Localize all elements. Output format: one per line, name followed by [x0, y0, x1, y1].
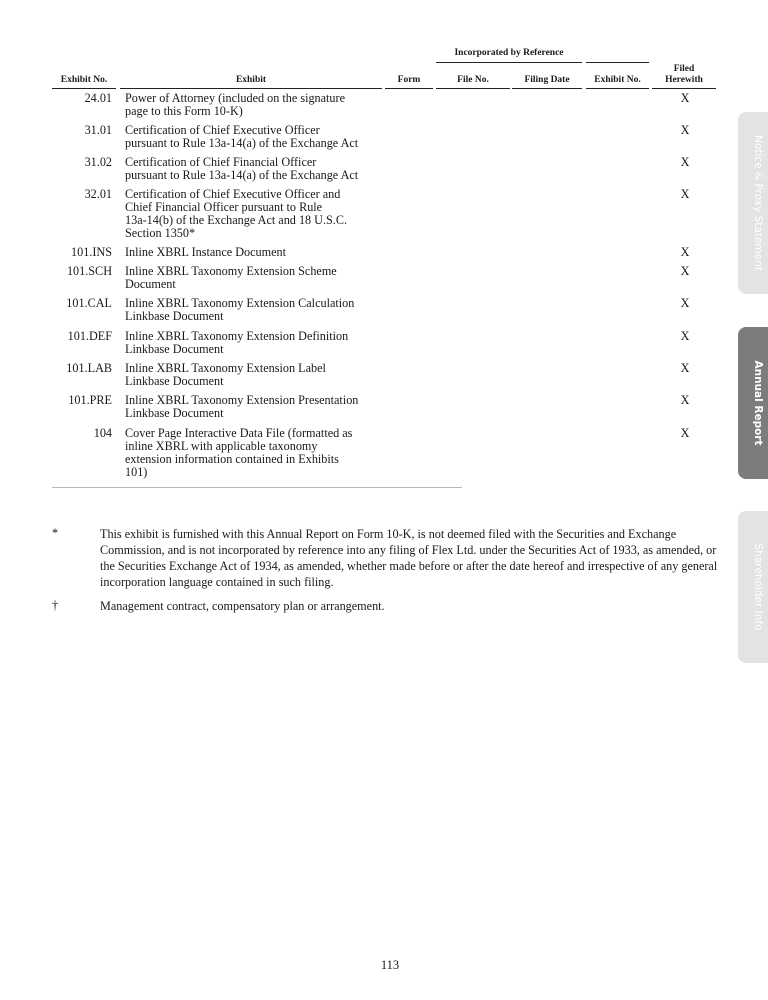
exhibit-number: 101.LAB [66, 361, 112, 375]
desc-line: 13a-14(b) of the Exchange Act and 18 U.S.C. [125, 213, 348, 227]
header-rule-form [385, 88, 433, 89]
exhibit-description [125, 92, 387, 118]
exhibit-number: 101.INS [71, 245, 112, 259]
exhibit-description [125, 362, 387, 388]
group-header-rule-right [586, 62, 649, 63]
exhibit-number: 101.PRE [68, 393, 112, 407]
header-rule-exhibit [120, 88, 382, 89]
desc-line: Chief Financial Officer pursuant to Rule [125, 200, 323, 214]
exhibit-number: 104 [93, 426, 112, 440]
filed-herewith-mark: X [680, 91, 690, 105]
filed-herewith-mark: X [680, 123, 690, 137]
desc-line: Inline XBRL Taxonomy Extension Calculation [125, 296, 355, 310]
exhibit-description [125, 330, 387, 356]
desc-line: Document [125, 277, 176, 291]
desc-line: Inline XBRL Taxonomy Extension Presentation [125, 393, 359, 407]
side-tab-label: Notice & Proxy Statement [752, 135, 764, 271]
col-header-ref-exhibit-no: Exhibit No. [594, 75, 641, 85]
col-header-filing-date: Filing Date [524, 75, 570, 85]
filed-line2: Herewith [665, 75, 703, 85]
desc-line: pursuant to Rule 13a-14(a) of the Exchange Act [125, 168, 359, 182]
exhibit-description [125, 188, 387, 240]
exhibit-number: 31.01 [84, 123, 112, 137]
footnote-dagger-mark: † [52, 598, 59, 612]
group-header-rule [436, 62, 582, 63]
filed-herewith-mark: X [680, 245, 690, 259]
desc-line: pursuant to Rule 13a-14(a) of the Exchange Act [125, 136, 359, 150]
col-header-exhibit-no: Exhibit No. [60, 75, 108, 85]
side-tab-annual-report[interactable] [738, 327, 768, 479]
col-header-exhibit: Exhibit [235, 75, 267, 85]
exhibit-number: 101.SCH [66, 264, 112, 278]
filed-line1: Filed [673, 64, 695, 74]
exhibit-description [125, 124, 387, 150]
filed-herewith-mark: X [680, 296, 690, 310]
incorporated-by-reference-header: Incorporated by Reference [454, 48, 564, 58]
desc-line: Inline XBRL Taxonomy Extension Definition [125, 329, 349, 343]
col-header-filed-herewith [652, 64, 716, 86]
desc-line: Certification of Chief Executive Officer [125, 123, 320, 137]
col-header-file-no: File No. [457, 75, 489, 85]
desc-line: 101) [125, 465, 148, 479]
exhibit-number: 32.01 [84, 187, 112, 201]
exhibit-number: 101.CAL [66, 296, 112, 310]
footnote-dagger-text: Management contract, compensatory plan or arrangement. [100, 599, 385, 613]
filed-herewith-mark: X [680, 361, 690, 375]
desc-line: Linkbase Document [125, 406, 224, 420]
filed-herewith-mark: X [680, 155, 690, 169]
filed-herewith-mark: X [680, 393, 690, 407]
side-tab-notice-proxy[interactable] [738, 112, 768, 294]
filed-herewith-mark: X [680, 187, 690, 201]
exhibit-description [125, 265, 387, 291]
footnote-separator [52, 487, 462, 488]
desc-line: Linkbase Document [125, 374, 224, 388]
desc-line: Linkbase Document [125, 309, 224, 323]
desc-line: Linkbase Document [125, 342, 224, 356]
exhibit-description [125, 156, 387, 182]
desc-line: Section 1350* [125, 226, 196, 240]
header-rule-file-no [436, 88, 510, 89]
desc-line: Inline XBRL Taxonomy Extension Label [125, 361, 326, 375]
desc-line: Inline XBRL Taxonomy Extension Scheme [125, 264, 337, 278]
filed-herewith-mark: X [680, 426, 690, 440]
page-number: 113 [380, 958, 400, 972]
desc-line: Inline XBRL Instance Document [125, 245, 286, 259]
desc-line: Cover Page Interactive Data File (formatted as [125, 426, 353, 440]
filed-herewith-mark: X [680, 264, 690, 278]
desc-line: Certification of Chief Executive Officer and [125, 187, 341, 201]
col-header-form: Form [397, 75, 421, 85]
header-rule-ref-exhibit-no [586, 88, 649, 89]
exhibit-description [125, 297, 387, 323]
desc-line: Power of Attorney (included on the signature [125, 91, 345, 105]
exhibit-number: 31.02 [84, 155, 112, 169]
exhibit-description [125, 394, 387, 420]
desc-line: page to this Form 10-K) [125, 104, 243, 118]
side-tab-label: Shareholder Info [752, 543, 764, 631]
footnote-asterisk-text: This exhibit is furnished with this Annual Report on Form 10-K, is not deemed filed with the Securities and Exchange Commission, and is not incorporated by reference into any filing of Flex Ltd. under the Securities Act of 1933, as amended, or the Securities Exchange Act of 1934, as amended, whether made before or after the date hereof and irrespective of any general incorporation language contained in such filing. [100, 527, 718, 589]
header-rule-filed-herewith [652, 88, 716, 89]
exhibit-number: 24.01 [84, 91, 112, 105]
desc-line: inline XBRL with applicable taxonomy [125, 439, 318, 453]
desc-line: extension information contained in Exhibits [125, 452, 339, 466]
footnote-asterisk-mark: * [52, 526, 59, 540]
side-tab-shareholder-info[interactable] [738, 511, 768, 663]
header-rule-filing-date [512, 88, 582, 89]
exhibit-description [125, 246, 387, 259]
header-rule-exhibit-no [52, 88, 116, 89]
side-tab-label: Annual Report [752, 360, 764, 446]
desc-line: Certification of Chief Financial Officer [125, 155, 317, 169]
filed-herewith-mark: X [680, 329, 690, 343]
exhibit-description [125, 427, 387, 479]
exhibit-number: 101.DEF [67, 329, 112, 343]
